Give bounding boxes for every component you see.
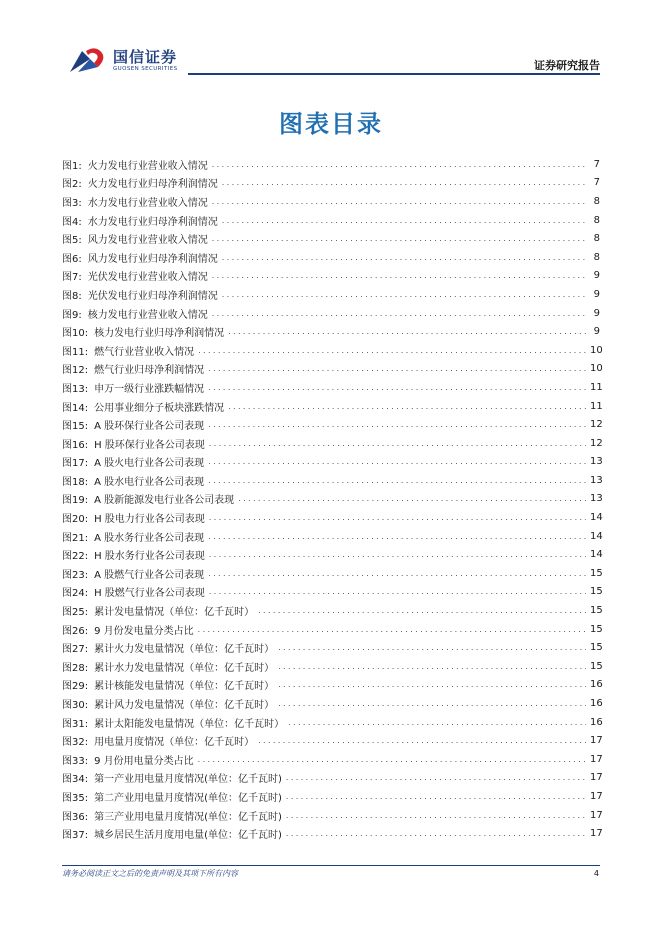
toc-entry-label: 图9: [62,309,82,321]
toc-entry-title: 风力发电行业营业收入情况 [87,235,208,247]
toc-dot-leader [212,271,586,280]
toc-dot-leader [258,736,586,745]
toc-entry-title: H 股燃气行业各公司表现 [94,588,205,600]
toc-dot-leader [209,439,586,448]
toc-entry-page: 14 [590,530,603,542]
footer-divider [62,865,600,866]
toc-entry-title: 燃气行业营业收入情况 [94,346,195,358]
toc-entry-title: A 股火电行业各公司表现 [94,458,205,470]
toc-entry-page: 14 [590,512,603,524]
toc-entry-label: 图1: [62,160,82,172]
toc-entry[interactable] [62,322,600,341]
toc-entry-page: 17 [590,790,603,802]
toc-entry-page: 13 [590,474,603,486]
toc-entry-label: 图3: [62,197,82,209]
toc-dot-leader [209,587,586,596]
toc-entry-label: 图34: [62,774,89,786]
toc-entry[interactable] [62,490,603,509]
toc-entry[interactable] [62,508,603,527]
toc-entry-title: 用电量月度情况（单位：亿千瓦时） [94,737,255,749]
toc-entry-title: 累计核能发电量情况（单位：亿千瓦时） [94,681,275,693]
toc-entry[interactable] [62,769,603,788]
toc-entry-page: 16 [590,679,603,691]
toc-entry-label: 图33: [62,755,89,767]
toc-entry-page: 15 [590,567,603,579]
toc-dot-leader [222,253,586,262]
toc-entry-label: 图35: [62,792,89,804]
toc-entry-title: 城乡居民生活月度用电量(单位：亿千瓦时) [94,830,282,842]
guosen-logo-icon [68,45,110,75]
toc-entry-page: 11 [590,381,603,393]
toc-dot-leader [258,606,586,615]
toc-dot-leader [209,513,586,522]
toc-entry-label: 图12: [62,365,89,377]
toc-dot-leader [228,402,586,411]
toc-entry-title: H 股电力行业各公司表现 [94,514,205,526]
toc-entry[interactable] [62,676,603,695]
toc-entry-page: 9 [593,270,600,282]
toc-entry-title: 累计火力发电量情况（单位：亿千瓦时） [94,644,275,656]
toc-dot-leader [198,625,586,634]
toc-entry-title: 火力发电行业营业收入情况 [87,160,208,172]
toc-entry-page: 10 [590,363,603,375]
toc-entry-page: 15 [590,623,603,635]
page-title: 图表目录 [279,110,383,138]
toc-entry-title: H 股环保行业各公司表现 [94,439,205,451]
toc-entry-label: 图16: [62,439,89,451]
toc-entry-title: 光伏发电行业营业收入情况 [87,272,208,284]
toc-entry-label: 图10: [62,328,89,340]
toc-entry-title: 累计风力发电量情况（单位：亿千瓦时） [94,700,275,712]
toc-entry[interactable] [62,694,603,713]
toc-entry[interactable] [62,211,600,230]
toc-dot-leader [212,309,586,318]
toc-entry-page: 17 [590,809,603,821]
report-type-label: 证券研究报告 [534,59,600,72]
toc-entry-label: 图30: [62,700,89,712]
toc-dot-leader [286,792,586,801]
toc-entry-title: 核力发电行业营业收入情况 [87,309,208,321]
toc-entry-label: 图26: [62,625,89,637]
header-divider [188,73,600,75]
toc-entry-label: 图14: [62,402,89,414]
toc-entry-title: 水力发电行业营业收入情况 [87,197,208,209]
toc-entry-page: 13 [590,493,603,505]
toc-entry[interactable] [62,192,600,211]
toc-entry-page: 12 [590,419,603,431]
toc-entry-page: 15 [590,586,603,598]
toc-entry-label: 图5: [62,235,82,247]
toc-entry-label: 图36: [62,811,89,823]
toc-entry[interactable] [62,806,603,825]
toc-dot-leader [198,346,586,355]
toc-entry-title: 第二产业用电量月度情况(单位：亿千瓦时) [94,792,282,804]
brand-name-en: GUOSEN SECURITIES [113,66,178,72]
toc-entry-label: 图27: [62,644,89,656]
toc-entry-title: 9 月份用电量分类占比 [94,755,194,767]
toc-entry-label: 图6: [62,253,82,265]
toc-entry-label: 图28: [62,662,89,674]
toc-dot-leader [286,773,586,782]
toc-entry-page: 9 [593,307,600,319]
toc-entry-label: 图24: [62,588,89,600]
page-header [0,0,662,80]
toc-entry[interactable] [62,657,603,676]
toc-entry-page: 17 [590,735,603,747]
toc-dot-leader [208,476,586,485]
toc-entry-label: 图11: [62,346,89,358]
toc-entry-title: 燃气行业归母净利润情况 [94,365,205,377]
toc-entry-page: 8 [593,233,600,245]
toc-dot-leader [208,383,586,392]
toc-entry-title: 火力发电行业归母净利润情况 [87,179,218,191]
toc-entry-page: 15 [590,605,603,617]
toc-entry-label: 图2: [62,179,82,191]
toc-entry[interactable] [62,267,600,286]
toc-entry-label: 图20: [62,514,89,526]
toc-entry-label: 图18: [62,476,89,488]
toc-dot-leader [278,699,586,708]
toc-entry[interactable] [62,304,600,323]
toc-entry-page: 8 [593,251,600,263]
toc-entry[interactable] [62,415,603,434]
toc-entry-page: 17 [590,772,603,784]
toc-entry[interactable] [62,471,603,490]
toc-entry-page: 7 [593,177,600,189]
toc-entry-page: 12 [590,437,603,449]
toc-dot-leader [209,550,586,559]
toc-entry-title: 水力发电行业归母净利润情况 [87,216,218,228]
toc-entry-label: 图37: [62,830,89,842]
toc-entry-label: 图8: [62,290,82,302]
toc-entry-page: 9 [593,326,600,338]
toc-dot-leader [222,216,586,225]
toc-entry[interactable] [62,229,600,248]
toc-entry-title: A 股燃气行业各公司表现 [94,569,205,581]
toc-entry-page: 14 [590,549,603,561]
toc-entry-label: 图31: [62,718,89,730]
toc-entry-page: 17 [590,753,603,765]
toc-entry[interactable] [62,638,603,657]
toc-entry-label: 图17: [62,458,89,470]
toc-dot-leader [286,829,586,838]
toc-entry-page: 15 [590,660,603,672]
table-of-figures [62,155,603,843]
toc-dot-leader [212,160,586,169]
toc-entry[interactable] [62,155,600,174]
toc-entry-page: 16 [590,698,603,710]
toc-dot-leader [278,680,586,689]
toc-entry-title: 累计发电量情况（单位：亿千瓦时） [94,607,255,619]
page-number: 4 [593,869,599,878]
toc-entry-title: A 股水电行业各公司表现 [94,476,205,488]
toc-entry[interactable] [62,360,603,379]
toc-entry-label: 图23: [62,569,89,581]
toc-entry[interactable] [62,397,603,416]
toc-dot-leader [278,662,586,671]
toc-dot-leader [288,718,586,727]
toc-entry[interactable] [62,434,603,453]
toc-dot-leader [208,569,586,578]
toc-entry[interactable] [62,378,603,397]
toc-entry-title: 第三产业用电量月度情况(单位：亿千瓦时) [94,811,282,823]
toc-dot-leader [212,234,586,243]
toc-entry[interactable] [62,174,600,193]
toc-entry-title: 累计水力发电量情况（单位：亿千瓦时） [94,662,275,674]
toc-entry-label: 图22: [62,551,89,563]
toc-entry-title: H 股水务行业各公司表现 [94,551,205,563]
toc-entry-label: 图25: [62,607,89,619]
toc-dot-leader [222,178,586,187]
toc-entry-label: 图29: [62,681,89,693]
toc-entry-title: A 股环保行业各公司表现 [94,421,205,433]
toc-entry-page: 7 [593,158,600,170]
brand-name-cn: 国信证券 [113,48,178,66]
toc-entry[interactable] [62,564,603,583]
toc-entry-title: 9 月份发电量分类占比 [94,625,194,637]
toc-entry[interactable] [62,527,603,546]
toc-entry-page: 10 [590,344,603,356]
toc-entry-page: 15 [590,642,603,654]
toc-entry-label: 图19: [62,495,89,507]
toc-dot-leader [198,755,586,764]
toc-entry-title: 风力发电行业归母净利润情况 [87,253,218,265]
toc-entry-page: 13 [590,456,603,468]
toc-entry-page: 8 [593,195,600,207]
toc-entry[interactable] [62,545,603,564]
toc-entry-label: 图32: [62,737,89,749]
toc-entry[interactable] [62,453,603,472]
toc-dot-leader [208,364,586,373]
toc-entry-title: 公用事业细分子板块涨跌情况 [94,402,225,414]
toc-entry-label: 图4: [62,216,82,228]
toc-entry-page: 8 [593,214,600,226]
toc-entry[interactable] [62,285,600,304]
toc-entry[interactable] [62,787,603,806]
footer-disclaimer: 请务必阅读正文之后的免责声明及其项下所有内容 [62,869,238,878]
toc-entry[interactable] [62,341,603,360]
toc-entry[interactable] [62,620,603,639]
toc-dot-leader [238,494,586,503]
toc-dot-leader [228,327,586,336]
toc-entry-label: 图7: [62,272,82,284]
toc-entry[interactable] [62,248,600,267]
toc-dot-leader [212,197,586,206]
toc-entry[interactable] [62,731,603,750]
toc-dot-leader [208,457,586,466]
toc-entry-title: 核力发电行业归母净利润情况 [94,328,225,340]
toc-dot-leader [222,290,586,299]
toc-entry-title: 申万一级行业涨跌幅情况 [94,383,205,395]
toc-entry[interactable] [62,583,603,602]
toc-entry-label: 图13: [62,383,89,395]
toc-dot-leader [208,532,586,541]
toc-dot-leader [286,811,586,820]
toc-entry-title: 累计太阳能发电量情况（单位：亿千瓦时） [94,718,285,730]
toc-entry-page: 11 [590,400,603,412]
toc-entry[interactable] [62,713,603,732]
toc-entry-title: 光伏发电行业归母净利润情况 [87,290,218,302]
toc-entry[interactable] [62,601,603,620]
toc-dot-leader [208,420,586,429]
toc-entry-page: 9 [593,288,600,300]
toc-entry-title: 第一产业用电量月度情况(单位：亿千瓦时) [94,774,282,786]
toc-entry-title: A 股水务行业各公司表现 [94,532,205,544]
toc-entry-label: 图15: [62,421,89,433]
toc-entry-page: 17 [590,828,603,840]
toc-entry-label: 图21: [62,532,89,544]
toc-entry[interactable] [62,824,603,843]
toc-entry[interactable] [62,750,603,769]
toc-dot-leader [278,643,586,652]
toc-entry-title: A 股新能源发电行业各公司表现 [94,495,235,507]
toc-entry-page: 16 [590,716,603,728]
